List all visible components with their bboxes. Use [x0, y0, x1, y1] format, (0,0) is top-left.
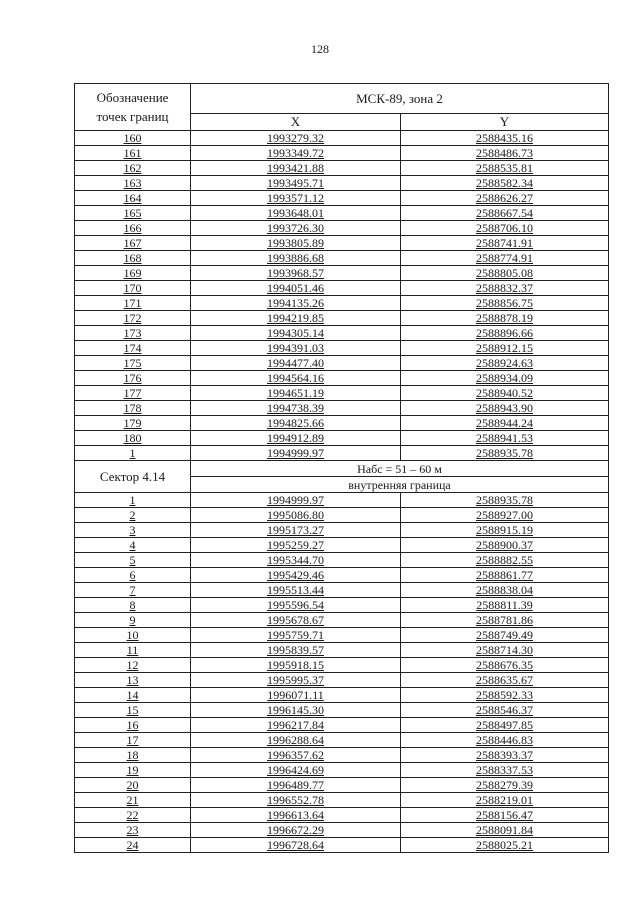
table-row	[75, 718, 609, 733]
table-row	[75, 251, 609, 266]
table-row	[75, 598, 609, 613]
table-row	[75, 493, 609, 508]
point-number-cell: 171	[75, 296, 191, 311]
point-number-cell: 162	[75, 161, 191, 176]
x-coordinate-cell: 1995995.37	[191, 673, 401, 688]
point-number-cell: 176	[75, 371, 191, 386]
table-row	[75, 146, 609, 161]
point-number-cell: 22	[75, 808, 191, 823]
x-coordinate-cell: 1995759.71	[191, 628, 401, 643]
y-coordinate-cell: 2588219.01	[401, 793, 609, 808]
table-row	[75, 326, 609, 341]
table-row	[75, 748, 609, 763]
designation-header-line1: Обозначение	[96, 90, 169, 105]
y-coordinate-cell: 2588811.39	[401, 598, 609, 613]
y-coordinate-cell: 2588546.37	[401, 703, 609, 718]
y-coordinate-cell: 2588626.27	[401, 191, 609, 206]
y-coordinate-cell: 2588924.63	[401, 356, 609, 371]
x-coordinate-cell: 1996552.78	[191, 793, 401, 808]
point-number-cell: 173	[75, 326, 191, 341]
sector-label: Сектор 4.14	[75, 461, 191, 493]
table-row	[75, 793, 609, 808]
y-coordinate-cell: 2588878.19	[401, 311, 609, 326]
y-coordinate-cell: 2588592.33	[401, 688, 609, 703]
point-number-cell: 177	[75, 386, 191, 401]
point-number-cell: 3	[75, 523, 191, 538]
y-coordinate-cell: 2588940.52	[401, 386, 609, 401]
x-coordinate-cell: 1993571.12	[191, 191, 401, 206]
x-coordinate-cell: 1993349.72	[191, 146, 401, 161]
table-row	[75, 206, 609, 221]
x-coordinate-cell: 1993726.30	[191, 221, 401, 236]
y-coordinate-cell: 2588714.30	[401, 643, 609, 658]
x-coordinate-cell: 1994651.19	[191, 386, 401, 401]
x-coordinate-cell: 1994564.16	[191, 371, 401, 386]
point-number-cell: 11	[75, 643, 191, 658]
point-number-cell: 174	[75, 341, 191, 356]
designation-header-line2: точек границ	[96, 109, 169, 124]
x-coordinate-cell: 1994999.97	[191, 493, 401, 508]
sector-block	[75, 461, 609, 493]
x-coordinate-cell: 1995918.15	[191, 658, 401, 673]
table-row	[75, 161, 609, 176]
table-row	[75, 583, 609, 598]
y-coordinate-cell: 2588934.09	[401, 371, 609, 386]
x-coordinate-cell: 1994051.46	[191, 281, 401, 296]
point-number-cell: 1	[75, 446, 191, 461]
x-coordinate-cell: 1996424.69	[191, 763, 401, 778]
table-row	[75, 613, 609, 628]
table-row	[75, 658, 609, 673]
table-row	[75, 823, 609, 838]
x-coordinate-cell: 1994391.03	[191, 341, 401, 356]
y-coordinate-cell: 2588915.19	[401, 523, 609, 538]
point-number-cell: 9	[75, 613, 191, 628]
table-row	[75, 763, 609, 778]
table-row	[75, 673, 609, 688]
x-coordinate-cell: 1994305.14	[191, 326, 401, 341]
x-coordinate-cell: 1995344.70	[191, 553, 401, 568]
table-row	[75, 266, 609, 281]
x-coordinate-cell: 1996217.84	[191, 718, 401, 733]
y-coordinate-cell: 2588025.21	[401, 838, 609, 853]
table-row	[75, 386, 609, 401]
sector-boundary: внутренняя граница	[191, 477, 609, 493]
x-coordinate-cell: 1994135.26	[191, 296, 401, 311]
table-row	[75, 808, 609, 823]
point-number-cell: 4	[75, 538, 191, 553]
y-coordinate-cell: 2588435.16	[401, 131, 609, 146]
designation-header	[75, 84, 191, 131]
x-coordinate-cell: 1996489.77	[191, 778, 401, 793]
y-coordinate-cell: 2588781.86	[401, 613, 609, 628]
x-coordinate-cell: 1995259.27	[191, 538, 401, 553]
table-row	[75, 628, 609, 643]
point-number-cell: 178	[75, 401, 191, 416]
x-coordinate-cell: 1995513.44	[191, 583, 401, 598]
point-number-cell: 172	[75, 311, 191, 326]
table-row	[75, 311, 609, 326]
y-coordinate-cell: 2588941.53	[401, 431, 609, 446]
y-coordinate-cell: 2588156.47	[401, 808, 609, 823]
point-number-cell: 167	[75, 236, 191, 251]
y-coordinate-cell: 2588091.84	[401, 823, 609, 838]
y-coordinate-cell: 2588896.66	[401, 326, 609, 341]
table-row	[75, 191, 609, 206]
table-row	[75, 733, 609, 748]
x-coordinate-cell: 1993279.32	[191, 131, 401, 146]
point-number-cell: 23	[75, 823, 191, 838]
x-coordinate-cell: 1995429.46	[191, 568, 401, 583]
point-number-cell: 165	[75, 206, 191, 221]
table-row	[75, 568, 609, 583]
x-coordinate-cell: 1996288.64	[191, 733, 401, 748]
y-coordinate-cell: 2588337.53	[401, 763, 609, 778]
table-row	[75, 643, 609, 658]
table-row	[75, 778, 609, 793]
table-row	[75, 236, 609, 251]
table-row	[75, 356, 609, 371]
y-coordinate-cell: 2588667.54	[401, 206, 609, 221]
y-coordinate-cell: 2588935.78	[401, 493, 609, 508]
point-number-cell: 17	[75, 733, 191, 748]
y-coordinate-cell: 2588635.67	[401, 673, 609, 688]
table-row	[75, 401, 609, 416]
table-body-a	[75, 131, 609, 461]
x-coordinate-cell: 1994825.66	[191, 416, 401, 431]
x-coordinate-cell: 1994738.39	[191, 401, 401, 416]
table-row	[75, 416, 609, 431]
point-number-cell: 180	[75, 431, 191, 446]
x-coordinate-cell: 1996145.30	[191, 703, 401, 718]
point-number-cell: 14	[75, 688, 191, 703]
point-number-cell: 5	[75, 553, 191, 568]
y-coordinate-cell: 2588927.00	[401, 508, 609, 523]
table-row	[75, 341, 609, 356]
table-row	[75, 688, 609, 703]
y-coordinate-cell: 2588535.81	[401, 161, 609, 176]
table-row	[75, 221, 609, 236]
table-row	[75, 131, 609, 146]
y-coordinate-cell: 2588446.83	[401, 733, 609, 748]
point-number-cell: 179	[75, 416, 191, 431]
point-number-cell: 18	[75, 748, 191, 763]
y-coordinate-cell: 2588279.39	[401, 778, 609, 793]
x-coordinate-cell: 1994999.97	[191, 446, 401, 461]
y-header: Y	[401, 114, 609, 131]
point-number-cell: 10	[75, 628, 191, 643]
x-coordinate-cell: 1996071.11	[191, 688, 401, 703]
x-coordinate-cell: 1994912.89	[191, 431, 401, 446]
table-row	[75, 838, 609, 853]
y-coordinate-cell: 2588832.37	[401, 281, 609, 296]
point-number-cell: 164	[75, 191, 191, 206]
y-coordinate-cell: 2588861.77	[401, 568, 609, 583]
crs-header: МСК-89, зона 2	[191, 84, 609, 114]
y-coordinate-cell: 2588393.37	[401, 748, 609, 763]
y-coordinate-cell: 2588805.08	[401, 266, 609, 281]
point-number-cell: 169	[75, 266, 191, 281]
table-row	[75, 431, 609, 446]
point-number-cell: 168	[75, 251, 191, 266]
point-number-cell: 7	[75, 583, 191, 598]
x-coordinate-cell: 1993805.89	[191, 236, 401, 251]
point-number-cell: 2	[75, 508, 191, 523]
sector-height: Набс = 51 – 60 м	[191, 461, 609, 477]
y-coordinate-cell: 2588497.85	[401, 718, 609, 733]
y-coordinate-cell: 2588582.34	[401, 176, 609, 191]
x-coordinate-cell: 1993968.57	[191, 266, 401, 281]
point-number-cell: 163	[75, 176, 191, 191]
point-number-cell: 15	[75, 703, 191, 718]
y-coordinate-cell: 2588882.55	[401, 553, 609, 568]
x-coordinate-cell: 1995839.57	[191, 643, 401, 658]
x-coordinate-cell: 1993886.68	[191, 251, 401, 266]
x-coordinate-cell: 1993421.88	[191, 161, 401, 176]
coordinates-table	[74, 83, 609, 853]
x-coordinate-cell: 1993495.71	[191, 176, 401, 191]
x-coordinate-cell: 1996728.64	[191, 838, 401, 853]
point-number-cell: 175	[75, 356, 191, 371]
table-row	[75, 296, 609, 311]
y-coordinate-cell: 2588706.10	[401, 221, 609, 236]
x-coordinate-cell: 1995086.80	[191, 508, 401, 523]
point-number-cell: 1	[75, 493, 191, 508]
x-coordinate-cell: 1994219.85	[191, 311, 401, 326]
table-row	[75, 371, 609, 386]
table-row	[75, 538, 609, 553]
x-header: X	[191, 114, 401, 131]
table-row	[75, 553, 609, 568]
x-coordinate-cell: 1993648.01	[191, 206, 401, 221]
y-coordinate-cell: 2588912.15	[401, 341, 609, 356]
point-number-cell: 20	[75, 778, 191, 793]
table-row	[75, 523, 609, 538]
point-number-cell: 166	[75, 221, 191, 236]
point-number-cell: 19	[75, 763, 191, 778]
point-number-cell: 13	[75, 673, 191, 688]
y-coordinate-cell: 2588943.90	[401, 401, 609, 416]
table-row	[75, 281, 609, 296]
x-coordinate-cell: 1995678.67	[191, 613, 401, 628]
x-coordinate-cell: 1996357.62	[191, 748, 401, 763]
table-body-b	[75, 493, 609, 853]
point-number-cell: 12	[75, 658, 191, 673]
y-coordinate-cell: 2588838.04	[401, 583, 609, 598]
y-coordinate-cell: 2588856.75	[401, 296, 609, 311]
point-number-cell: 170	[75, 281, 191, 296]
y-coordinate-cell: 2588900.37	[401, 538, 609, 553]
point-number-cell: 21	[75, 793, 191, 808]
point-number-cell: 161	[75, 146, 191, 161]
x-coordinate-cell: 1996672.29	[191, 823, 401, 838]
point-number-cell: 16	[75, 718, 191, 733]
y-coordinate-cell: 2588741.91	[401, 236, 609, 251]
y-coordinate-cell: 2588486.73	[401, 146, 609, 161]
y-coordinate-cell: 2588935.78	[401, 446, 609, 461]
table-row	[75, 176, 609, 191]
x-coordinate-cell: 1995173.27	[191, 523, 401, 538]
table-row	[75, 703, 609, 718]
point-number-cell: 24	[75, 838, 191, 853]
table-row	[75, 508, 609, 523]
table-row	[75, 446, 609, 461]
point-number-cell: 8	[75, 598, 191, 613]
x-coordinate-cell: 1995596.54	[191, 598, 401, 613]
y-coordinate-cell: 2588944.24	[401, 416, 609, 431]
x-coordinate-cell: 1994477.40	[191, 356, 401, 371]
page-number: 128	[311, 42, 329, 56]
point-number-cell: 6	[75, 568, 191, 583]
point-number-cell: 160	[75, 131, 191, 146]
y-coordinate-cell: 2588774.91	[401, 251, 609, 266]
y-coordinate-cell: 2588749.49	[401, 628, 609, 643]
x-coordinate-cell: 1996613.64	[191, 808, 401, 823]
y-coordinate-cell: 2588676.35	[401, 658, 609, 673]
